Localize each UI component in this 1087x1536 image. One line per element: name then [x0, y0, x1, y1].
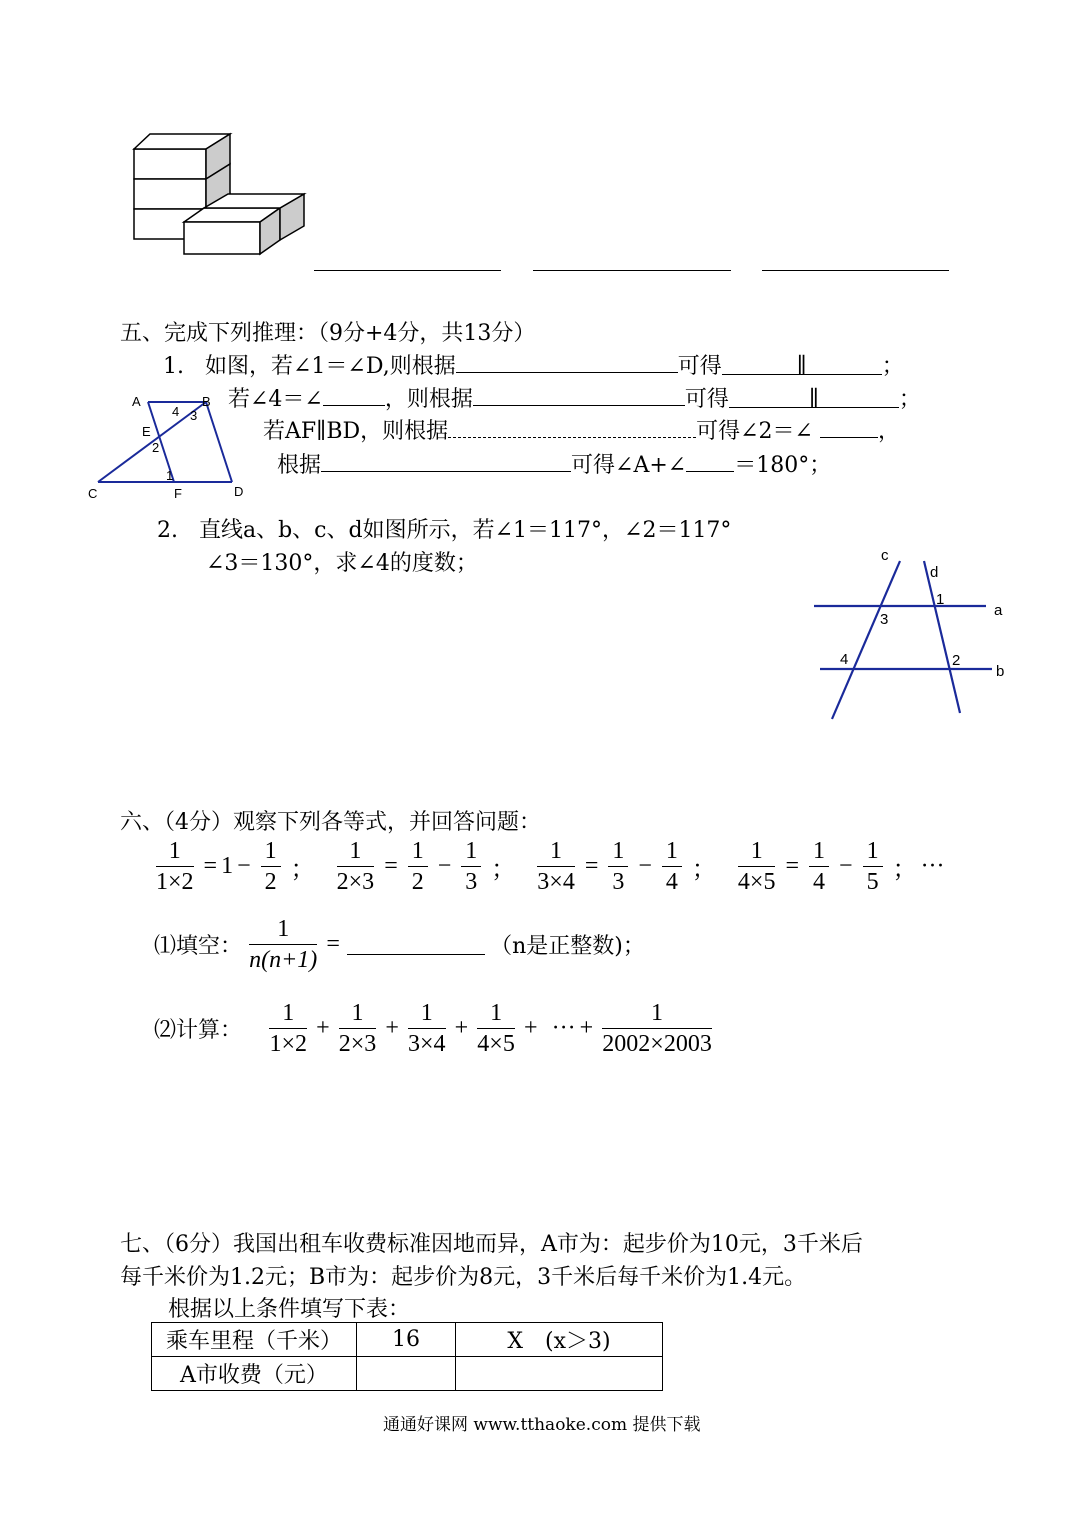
table-row — [152, 1323, 663, 1357]
fraction: $\frac{1}{3}$ — [461, 836, 481, 897]
line-b-label: b — [996, 663, 1005, 680]
answer-blank[interactable] — [473, 385, 685, 406]
angle-1-label: 1 — [936, 591, 945, 608]
fraction: $\frac{1}{4}$ — [809, 836, 829, 897]
part1-fill: ⑴填空： $\frac{1}{n(n+1)}$ = （n是正整数)； — [154, 916, 645, 973]
fraction: $\frac{1}{2002\times 2003}$ — [602, 1000, 712, 1057]
angle-1-label: 1 — [166, 468, 174, 483]
label-A: A — [132, 394, 141, 409]
q1-line1: 1. 如图，若∠1＝∠D,则根据 可得 ∥ ； — [163, 354, 904, 379]
angle-4-label: 4 — [172, 404, 180, 419]
equation-row: $\frac{1}{1\times 2}$ = 1 − $\frac{1}{2}$ ； $\frac{1}{2\times 3}$ = $\frac{1}{2}$ − $\frac{1}{3}$ ； $\frac{1}{3\times 4}$ = $\frac{1}{3}$ − $\frac{1}{4}$ ； $\frac{1}{4\times 5}$ = $\frac{1}{4}$ − $\frac{1}{5}$ ； ··· — [156, 838, 945, 895]
stacked-boxes-figure — [120, 130, 320, 260]
fraction: $\frac{1}{2\times 3}$ — [336, 838, 375, 895]
angle-3-label: 3 — [880, 611, 889, 628]
fraction: $\frac{1}{2}$ — [261, 836, 281, 897]
answer-blank[interactable] — [686, 451, 734, 472]
fraction: $\frac{1}{5}$ — [863, 836, 883, 897]
answer-line[interactable] — [762, 270, 949, 271]
footer: 通通好课网 www.tthaoke.com 提供下载 — [383, 1415, 701, 1435]
table-row — [152, 1357, 663, 1391]
fraction: $\frac{1}{2\times 3}$ — [338, 1000, 377, 1057]
angle-4-label: 4 — [840, 651, 849, 668]
fraction: $\frac{1}{4\times 5}$ — [477, 1000, 515, 1057]
label-F: F — [174, 486, 182, 501]
q2-line2: ∠3＝130°，求∠4的度数； — [206, 551, 478, 576]
fraction: $\frac{1}{2}$ — [408, 836, 428, 897]
fraction: $\frac{1}{3}$ — [608, 836, 628, 897]
fraction: $\frac{1}{1\times 2}$ — [269, 1000, 307, 1057]
fraction: $\frac{1}{1\times 2}$ — [156, 838, 194, 895]
q1-text: 可得 — [677, 354, 722, 379]
answer-blank[interactable] — [321, 451, 571, 472]
section7-line3: 根据以上条件填写下表： — [168, 1297, 411, 1322]
line-a-label: a — [994, 602, 1003, 619]
label-D: D — [234, 484, 244, 499]
fraction: $\frac{1}{3\times 4}$ — [537, 838, 575, 895]
table-cell: 乘车里程（千米） — [152, 1323, 357, 1357]
line-d-label: d — [930, 564, 939, 581]
answer-blank[interactable] — [820, 417, 878, 438]
q1-number: 1. — [163, 354, 184, 379]
angle-2-label: 2 — [152, 440, 160, 455]
label-E: E — [142, 424, 151, 439]
fraction: $\frac{1}{3\times 4}$ — [408, 1000, 446, 1057]
section5-title: 五、完成下列推理：（9分+4分，共13分） — [120, 321, 536, 346]
answer-blank[interactable] — [347, 934, 485, 955]
q2-number: 2. — [157, 518, 178, 543]
part2-label: ⑵计算： — [154, 1018, 243, 1043]
table-cell: A市收费（元） — [152, 1357, 357, 1391]
section6-title: 六、（4分）观察下列各等式，并回答问题： — [120, 810, 541, 835]
part1-label: ⑴填空： — [154, 934, 243, 959]
fraction: $\frac{1}{4}$ — [662, 836, 682, 897]
answer-blank[interactable]: ∥ — [729, 387, 899, 408]
fraction: $\frac{1}{n(n+1)}$ — [249, 916, 318, 973]
q1-line2: 若∠4＝∠ ，则根据 可得 ∥ ； — [228, 387, 921, 412]
fraction: $\frac{1}{4\times 5}$ — [737, 838, 776, 895]
q1-line4: 根据 可得∠A+∠ ＝180°； — [277, 453, 832, 478]
table-cell-input[interactable] — [456, 1357, 663, 1391]
fee-table — [151, 1322, 663, 1391]
answer-blank[interactable] — [448, 417, 696, 438]
section7-line1: 七、（6分）我国出租车收费标准因地而异，A市为：起步价为10元，3千米后 — [120, 1232, 863, 1257]
table-cell: 16 — [357, 1323, 456, 1357]
label-C: C — [88, 486, 98, 501]
answer-blank[interactable]: ∥ — [722, 354, 882, 375]
answer-line[interactable] — [533, 270, 731, 271]
angle-2-label: 2 — [952, 652, 961, 669]
q1-text: 如图，若∠1＝∠D,则根据 — [204, 354, 456, 379]
q1-line3: 若AF∥BD，则根据 可得∠2＝∠ ， — [263, 419, 901, 444]
parallelogram-figure — [86, 390, 256, 502]
answer-blank[interactable] — [323, 385, 385, 406]
answer-blank[interactable] — [456, 352, 678, 373]
label-B: B — [202, 394, 211, 409]
angle-3-label: 3 — [190, 408, 198, 423]
q2-line1: 2. 直线a、b、c、d如图所示，若∠1＝117°，∠2＝117° — [157, 518, 732, 543]
answer-line[interactable] — [314, 270, 501, 271]
table-cell: X (x＞3) — [456, 1323, 663, 1357]
table-cell-input[interactable] — [357, 1357, 456, 1391]
line-c-label: c — [881, 547, 889, 564]
lines-figure — [806, 545, 1036, 725]
section7-line2: 每千米价为1.2元；B市为：起步价为8元，3千米后每千米价为1.4元。 — [120, 1265, 807, 1290]
part2-calc: ⑵计算： $\frac{1}{1\times 2}$ + $\frac{1}{2\times 3}$ + $\frac{1}{3\times 4}$ + $\frac{1}{4\times 5}$ + ··· + $\frac{1}{2002\times 2003}$ — [154, 1000, 712, 1057]
